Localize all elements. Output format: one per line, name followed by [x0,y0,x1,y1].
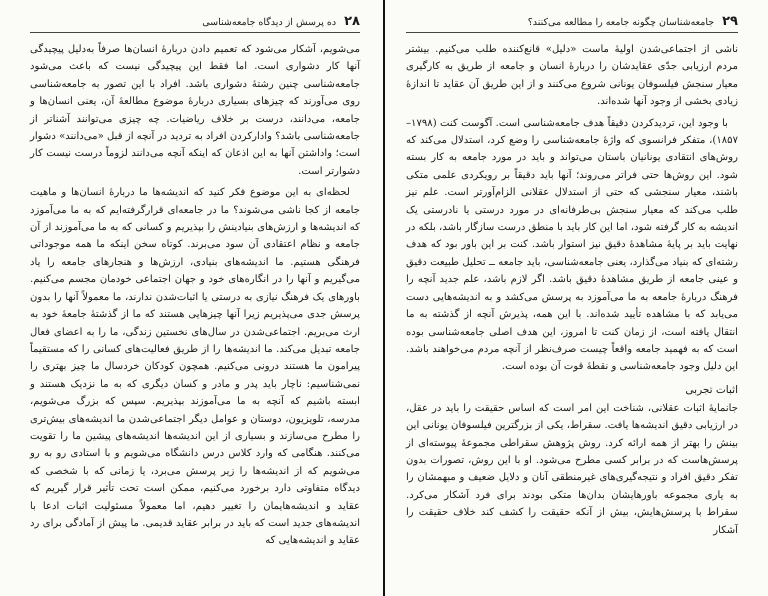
left-running-head: ده پرسش از دیدگاه جامعه‌شناسی [202,17,337,28]
section-subheading: اثبات تجربی [685,383,738,396]
left-paragraph-1: می‌شویم، آشکار می‌شود که تعمیم دادن دربارهٔ انسان‌ها صرفاً به‌دلیل پیچیدگی آنها کار دشواری است. اما فقط این پیچیدگی نیست که باعث می‌شود جامعه‌شناسی چنین رشتهٔ دشواری باشد. افراد با این تصور به جامعه‌شناسی روی می‌آورند که چیزهای بسیاری دربارهٔ موضوع مطالعهٔ آن، یعنی انسان‌ها و جامعه، می‌دانند، درست بر خلاف ریاضیات. چه چیزی می‌توانند آشناتر از جامعه‌شناسی باشد؟ وادارکردن افراد به تردید در آنچه از قبل «می‌دانند» دشوار است؛ واداشتن آنها به این اذعان که اینکه آنچه می‌دانند لزوماً درست نیست کار دشوارتر است. [30,44,360,177]
right-page-header [406,14,738,33]
right-running-head: جامعه‌شناسان چگونه جامعه را مطالعه می‌کنند؟ [527,17,715,28]
right-page-number: ۲۹ [722,14,738,29]
right-page [384,0,768,596]
right-paragraph-2: با وجود این، تردیدکردن دقیقاً هدف جامعه‌شناسی است. آگوست کنت (۱۷۹۸–۱۸۵۷)، متفکر فرانسوی که واژهٔ جامعه‌شناسی را وضع کرد، استدلال می‌کند که روش‌های انتقادی یونانیان باستان می‌تواند و باید در مورد جامعه به کار بسته شود. این روش‌ها حتی فراتر می‌روند؛ آنها باید دقیقاً بر رویکردی علمی متکی باشند، معیار سنجشی که حتی از استدلال عقلانی الزام‌آورتر است. علم نیز طلب می‌کند که معیار سنجش بی‌طرفانه‌ای در مورد درستی یا نادرستی یک اندیشه به کار گرفته شود، اما این کار باید با منطق درست سازگار باشد، بلکه در نهایت باید بر پایهٔ مشاهدهٔ دقیق نیز استوار باشد. کنت بر این باور بود که هدف رشته‌ای که بنیاد می‌گذارد، یعنی جامعه‌شناسی، باید جامعه ــ تحلیل طبیعت دقیق و عینی جامعه از طریق مشاهدهٔ دقیق باشد. اگر لازم باشد، علم جدید آنچه را فرهنگ دربارهٔ جامعه به ما می‌آموزد به پرسش می‌کشد و به اندیشه‌هایی دست می‌یابد که با مشاهده تأیید شده‌اند. با این همه، پذیرش آنچه از گذشته به ما انتقال یافته است، از زمان کنت تا امروز، این هدف اصلی جامعه‌شناسی بوده است که به فهمید جامعه واقعاً چیست صرف‌نظر از آنچه مردم می‌خواهند باشد. این دلیل وجود جامعه‌شناسی و نقطهٔ قوت آن بوده است. [406,117,738,373]
right-paragraph-1: ناشی از اجتماعی‌شدن اولیهٔ ماست «دلیل» قانع‌کننده طلب می‌کنیم. بیشتر مردم ارزیابی جدّی عقایدشان را دربارهٔ انسان و جامعه از طریق به کارگیری معیار سنجش فیلسوفان یونانی شروع می‌کنند و از این طریق آن عقاید تا اندازهٔ زیادی بخشی از وجود آنها شده‌اند. [406,44,738,108]
right-paragraph-3: جانمایهٔ اثبات عقلانی، شناخت این امر است که اساس حقیقت را باید در عقل، در ارزیابی دقیق اندیشه‌ها یافت. سقراط، یکی از بزرگترین فیلسوفان یونانی این بینش را بهتر از همه ارائه کرد. روش پژوهش سقراطی مجموعهٔ پیوسته‌ای از پرسش‌هاست که در برابر کسی مطرح می‌شود. او با این روش، تصورات بدون تفکر دقیق افراد و نتیجه‌گیری‌های غیرمنطقی آنان و دلایل ضعیف و مبهمشان را به یاری مجموعه باورهایشان بدان‌ها متکی بودند برای فرد آشکار می‌کرد. سقراط با پرسش‌هایش، بیش از آنکه حقیقت را کشف کند خلاف حقیقت را آشکار [406,402,738,536]
left-paragraph-2: لحظه‌ای به این موضوع فکر کنید که اندیشه‌ها ما دربارهٔ انسان‌ها و ماهیت جامعه از کجا ناشی می‌شوند؟ ما در جامعه‌ای قرارگرفته‌ایم که به ما می‌آموزد که اندیشه‌ها و ارزش‌های بنیادینش را بپذیریم و کسانی که به ما می‌آموزند از آن جامعه و نظام اعتقادی آن سود می‌برند. کوتاه سخن اینکه ما همه موجوداتی فرهنگی هستیم. ما اندیشه‌های بنیادی، ارزش‌ها و هنجارهای جامعه را یاد می‌گیریم و آنها را در انگاره‌های خود و جهان اجتماعی خودمان مجسم می‌کنیم. باورهای یک فرهنگ نیازی به درستی یا اثبات‌شدن ندارند، ما معمولاً آنها را بدون پرسش جدی می‌پذیریم زیرا آنها چیزهایی هستند که ما از گذشتهٔ جامعهٔ خود به ارث می‌بریم. اجتماعی‌شدن در سال‌های نخستین زندگی، ما را به اعضای فعال جامعه تبدیل می‌کند. ما اندیشه‌ها را از طریق فعالیت‌های کسانی را که مستقیماً پیرامون ما هستند درونی می‌کنیم. همچون کودکان خردسال ما چیز بهتری را نمی‌شناسیم: ناچار باید پدر و مادر و کسان دیگری که به ما نزدیک هستند و ابسته باشیم که آنچه به ما می‌آموزند بپذیریم. سپس که بزرگ می‌شویم، مدرسه، تلویزیون، دوستان و عوامل دیگر اجتماعی‌شدن ما اندیشه‌های بیش‌تری را مطرح می‌سازند و بسیاری از این اندیشه‌ها اندیشه‌های پیشین ما را تقویت می‌کنند. هنگامی که وارد کلاس درس دانشگاه می‌شویم و با استادی رو به رو می‌شویم که از اندیشه‌ها را زیر پرسش می‌برد، یا زمانی که با شخصی که دیدگاه متفاوتی دارد برخورد می‌کنیم، ممکن است تحت تأثیر قرار گیریم که عقاید و اندیشه‌هایمان را تغییر دهیم، اما معمولاً مسئولیت اثبات ادعا با اندیشه‌های جدید است که باید در برابر عقاید قدیمی. ما پیش از آمادگی برای رد عقاید و اندیشه‌هایی که [30,187,360,547]
left-page-header [30,14,360,33]
left-page-number: ۲۸ [344,14,360,29]
